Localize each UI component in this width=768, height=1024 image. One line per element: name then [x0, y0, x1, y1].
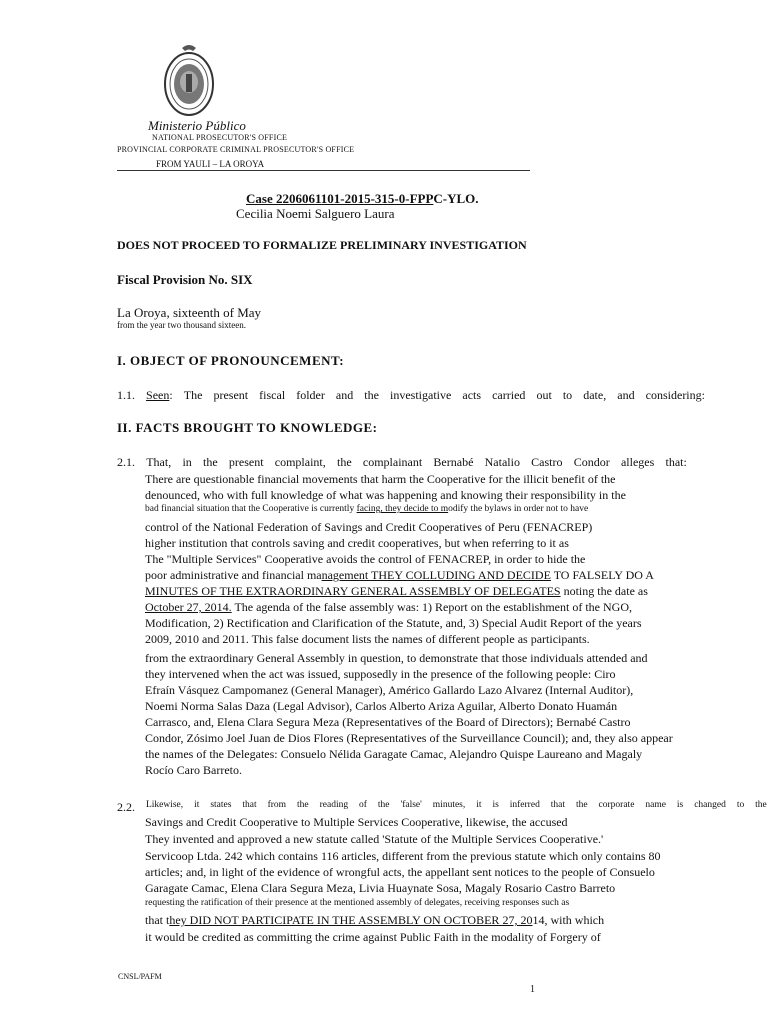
paragraph-2-2-line-3: They invented and approved a new statute called 'Statute of the Multiple Services Cooperative.' — [145, 832, 604, 846]
paragraph-number: 2.2. — [117, 800, 135, 814]
paragraph-1-1: 1.1. Seen: The present fiscal folder and the investigative acts carried out to date, and considering: — [117, 388, 705, 402]
paragraph-2-1-line-14: they intervened when the act was issued, supposedly in the presence of the following people: Ciro — [145, 667, 616, 681]
date-line-1: La Oroya, sixteenth of May — [117, 305, 262, 320]
paragraph-2-2-line-5: articles; and, in light of the evidence of wrongful acts, the appellant sent notices to the people of Consuelo — [145, 865, 655, 879]
office-line-2: PROVINCIAL CORPORATE CRIMINAL PROSECUTOR'S OFFICE — [117, 145, 355, 154]
fiscal-provision: Fiscal Provision No. SIX — [117, 272, 253, 287]
institution-name: Ministerio Público — [148, 118, 246, 133]
office-location: FROM YAULI – LA OROYA — [156, 159, 265, 169]
paragraph-2-1-line-13: from the extraordinary General Assembly in question, to demonstrate that those individuals attended and — [145, 651, 648, 665]
case-number-underlined: Case 2206061101-2015-315-0-FPP — [246, 191, 434, 206]
paragraph-2-1-line-16: Noemi Norma Salas Daza (Legal Advisor), Carlos Alberto Ariza Aguilar, Alberto Donato Huamán — [145, 699, 618, 713]
office-line-1: NATIONAL PROSECUTOR'S OFFICE — [152, 133, 288, 142]
paragraph-2-1-line-6: higher institution that controls saving and credit cooperatives, but when referring to it as — [145, 536, 569, 550]
document-title: DOES NOT PROCEED TO FORMALIZE PRELIMINARY INVESTIGATION — [117, 238, 527, 252]
paragraph-2-1-line-17: Carrasco, and, Elena Clara Segura Meza (Representatives of the Board of Directors); Bernabé Castro — [145, 715, 631, 729]
paragraph-2-1-line-12: 2009, 2010 and 2011. This false document lists the names of different people as participants. — [145, 632, 590, 646]
section-2-heading: II. FACTS BROUGHT TO KNOWLEDGE: — [117, 420, 378, 435]
paragraph-2-1-line-7: The "Multiple Services" Cooperative avoids the control of FENACREP, in order to hide the — [145, 552, 586, 566]
paragraph-2-1-line-19: the names of the Delegates: Consuelo Nélida Garagate Camac, Alejandro Quispe Laureano and Magaly — [145, 747, 643, 761]
paragraph-2-1-line-9: MINUTES OF THE EXTRAORDINARY GENERAL ASSEMBLY OF DELEGATES noting the date as — [145, 584, 648, 598]
section-1-heading: I. OBJECT OF PRONOUNCEMENT: — [117, 353, 345, 368]
seen-label: Seen: — [146, 388, 173, 402]
paragraph-2-2-line-4: Servicoop Ltda. 242 which contains 116 articles, different from the previous statute which only contains 80 — [145, 849, 661, 863]
paragraph-2-2-line-7: requesting the ratification of their presence at the mentioned assembly of delegates, receiving responses such as — [145, 898, 570, 908]
paragraph-2-2-line-9: it would be credited as committing the crime against Public Faith in the modality of Forgery of — [145, 930, 601, 944]
case-number-rest: C-YLO. — [433, 191, 479, 206]
paragraph-number: 1.1. — [117, 388, 135, 402]
paragraph-2-1-line-10: October 27, 2014. The agenda of the false assembly was: 1) Report on the establishment of the NGO, — [145, 600, 632, 614]
paragraph-2-1-line-3: denounced, who with full knowledge of what was happening and knowing their responsibility in the — [145, 488, 626, 502]
paragraph-2-1-line-11: Modification, 2) Rectification and Clarification of the Statute, and, 3) Special Audit Report of the years — [145, 616, 642, 630]
paragraph-2-1-line-20: Rocío Caro Barreto. — [145, 763, 242, 777]
paragraph-2-1-line-8: poor administrative and financial management THEY COLLUDING AND DECIDE TO FALSELY DO A — [145, 568, 654, 582]
paragraph-2-2-line-1: 2.2. Likewise, it states that from the reading of the 'false' minutes, it is inferred that the corporate name is changed to the — [117, 800, 767, 814]
coat-of-arms-seal — [160, 42, 218, 120]
paragraph-2-2-line-8: that they DID NOT PARTICIPATE IN THE ASSEMBLY ON OCTOBER 27, 2014, with which — [145, 913, 605, 927]
footer-initials: CNSL/PAFM — [118, 972, 162, 981]
paragraph-2-1-line-5: control of the National Federation of Savings and Credit Cooperatives of Peru (FENACREP) — [145, 520, 593, 534]
paragraph-2-2-line-6: Garagate Camac, Elena Clara Segura Meza, Livia Huaynate Sosa, Magaly Rosario Castro Barreto — [145, 881, 616, 895]
header-divider — [117, 170, 530, 171]
paragraph-2-1-line-15: Efraín Vásquez Campomanez (General Manager), Américo Gallardo Lazo Alvarez (Internal Auditor), — [145, 683, 634, 697]
paragraph-number: 2.1. — [117, 455, 135, 469]
page-number: 1 — [530, 984, 535, 995]
paragraph-2-1-line-4: bad financial situation that the Cooperative is currently facing, they decide to modify the bylaws in order not to have — [145, 504, 589, 514]
paragraph-2-1-line-2: There are questionable financial movements that harm the Cooperative for the illicit benefit of the — [145, 472, 616, 486]
paragraph-2-2-line-2: Savings and Credit Cooperative to Multiple Services Cooperative, likewise, the accused — [145, 815, 568, 829]
paragraph-2-1-line-18: Condor, Zósimo Joel Juan de Dios Flores (Representatives of the Surveillance Council); and, they also appear — [145, 731, 673, 745]
paragraph-2-1-line-1: 2.1. That, in the present complaint, the complainant Bernabé Natalio Castro Condor alleges that: — [117, 455, 687, 469]
date-line-2: from the year two thousand sixteen. — [117, 320, 246, 330]
case-number — [246, 191, 479, 207]
case-person: Cecilia Noemi Salguero Laura — [236, 206, 395, 221]
